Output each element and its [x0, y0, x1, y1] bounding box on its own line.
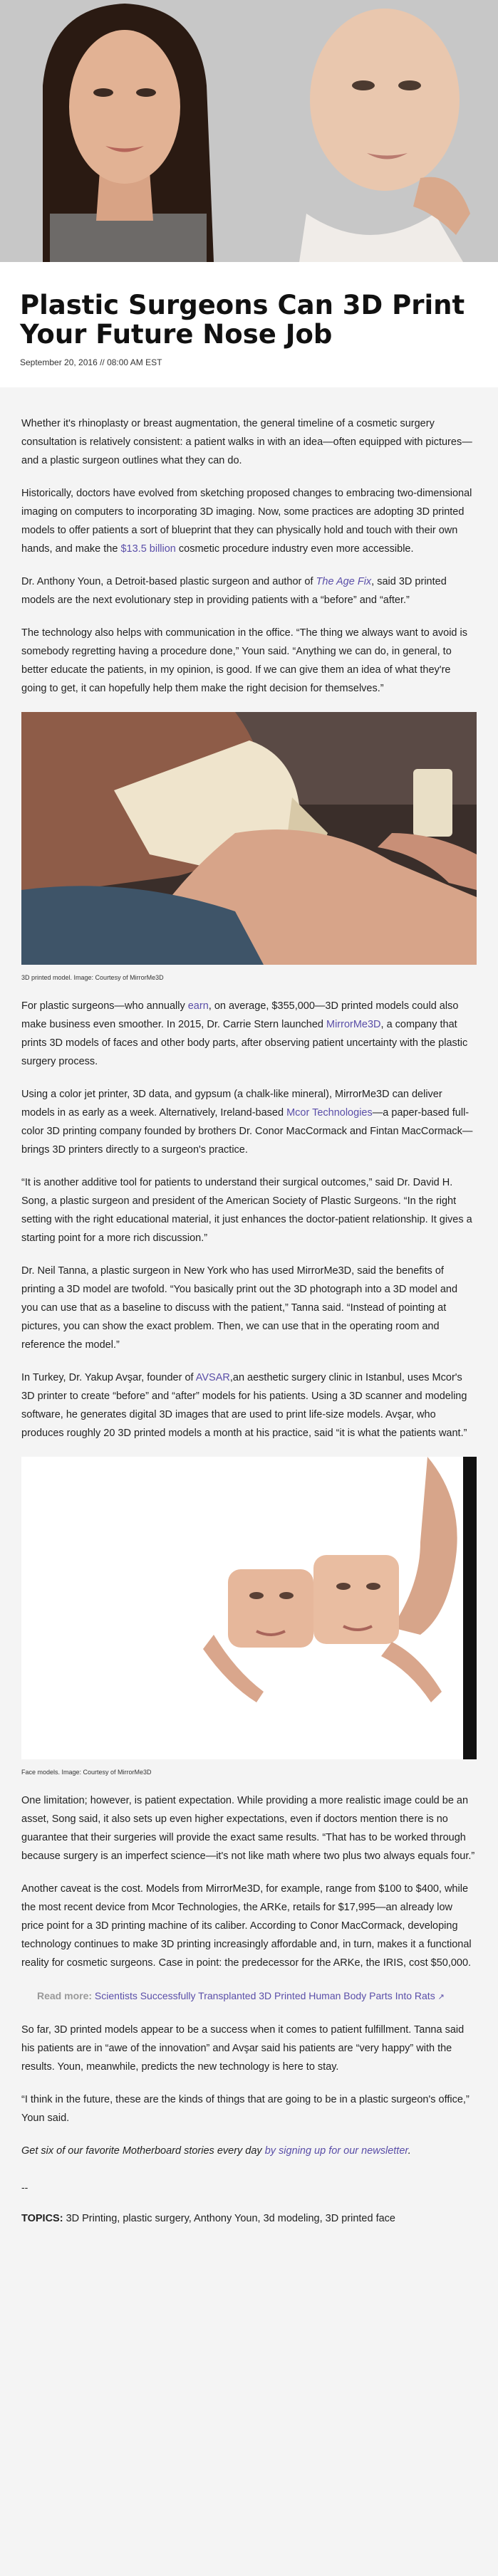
figure-caption: Face models. Image: Courtesy of MirrorMe3D [21, 1769, 152, 1776]
link-earn[interactable]: earn [187, 1000, 209, 1012]
paragraph-11: Another caveat is the cost. Models from MirrorMe3D, for example, range from $100 to $400, while the most recent device from Mcor Technologies, the ARKe, retails for $17,995—an already low price point for a 3D printing machine of its caliber. According to Conor MacCormack, developing technology continues to make 3D printing increasingly affordable and, in turn, makes it a functional reality for cosmetic surgeons. Case in point: the predecessor for the ARKe, the IRIS, cost $50,000. [21, 1883, 472, 1969]
newsletter-text: . [408, 2145, 411, 2157]
figure-caption: 3D printed model. Image: Courtesy of MirrorMe3D [21, 974, 164, 981]
paragraph-9 [21, 1368, 477, 1443]
paragraph-text: For plastic surgeons—who annually [21, 1000, 188, 1012]
paragraph-text: , on average, $355,000—3D printed models could also make business even smoother. In 2015, Dr. Carrie Stern launched [21, 1000, 459, 1030]
face-models-image [21, 1457, 477, 1759]
external-link-icon: ↗ [437, 1993, 445, 2001]
paragraph-text: cosmetic procedure industry even more accessible. [175, 543, 414, 555]
newsletter-promo [21, 2142, 477, 2160]
separator: -- [21, 2182, 28, 2193]
nose-model-image [21, 712, 477, 965]
newsletter-text: Get six of our favorite Motherboard stories every day [21, 2145, 265, 2157]
topics [21, 2210, 477, 2227]
paragraph-6 [21, 1085, 477, 1159]
figure-face-models [21, 1457, 477, 1763]
link-13-5-billion[interactable]: $13.5 billion [120, 543, 176, 555]
paragraph-13: “I think in the future, these are the kinds of things that are going to be in a plastic surgeon's office,” Youn said. [21, 2094, 470, 2124]
paragraph-text: —a paper-based full-color 3D printing company founded by brothers Dr. Conor MacCormack and Fintan MacCormack—brings 3D printers directly to a surgeon's practice. [21, 1107, 473, 1156]
read-more [21, 1986, 477, 2006]
paragraph-1: Whether it's rhinoplasty or breast augmentation, the general timeline of a cosmetic surgery consultation is relatively consistent: a patient walks in with an idea—often equipped with pictures—and a plastic surgeon outlines what they can do. [21, 418, 472, 466]
paragraph-10: One limitation; however, is patient expectation. While providing a more realistic image could be an asset, Song said, it also sets up even higher expectations, even if doctors mention there is no guarantee that their surgeries will provide the exact same results. “That has to be worked through because surgery is an imperfect science—it's not like math where two plus two always equals four.” [21, 1795, 475, 1862]
link-avsar[interactable]: AVSAR [195, 1372, 230, 1383]
paragraph-3 [21, 572, 477, 609]
paragraph-text: Historically, doctors have evolved from sketching proposed changes to embracing two-dimensional imaging on computers to incorporating 3D imaging. Now, some practices are adopting 3D printed models to offer patients a sort of blueprint that they can physically hold and touch with their own hands, and make the [21, 488, 472, 555]
topics-label: TOPICS: [21, 2213, 63, 2224]
newsletter-signup-link[interactable]: by signing up for our newsletter [264, 2145, 408, 2157]
article-title: Plastic Surgeons Can 3D Print Your Future Nose Job [20, 290, 465, 350]
paragraph-text: , a company that prints 3D models of faces and other body parts, after observing patient uncertainty with the plastic surgery process. [21, 1019, 468, 1067]
paragraph-4: The technology also helps with communication in the office. “The thing we always want to avoid is somebody regretting having a procedure done,” Youn said. “Anything we can do, in general, to better educate the patients, in my opinion, is good. If we can give them an idea of what they're going to get, it can hopefully help them make the right decision for themselves.” [21, 627, 467, 694]
link-mcor-technologies[interactable]: Mcor Technologies [286, 1107, 373, 1119]
read-more-label: Read more: [37, 1990, 93, 2001]
read-more-link[interactable]: Scientists Successfully Transplanted 3D Printed Human Body Parts Into Rats [94, 1990, 435, 2001]
paragraph-7: “It is another additive tool for patients to understand their surgical outcomes,” said Dr. David H. Song, a plastic surgeon and president of the American Society of Plastic Surgeons. “In the right setting with the right educational material, it just enhances the doctor-patient relationship. It gives a starting point for a more rich discussion.” [21, 1177, 472, 1244]
article-header [0, 262, 498, 387]
paragraph-8: Dr. Neil Tanna, a plastic surgeon in New York who has used MirrorMe3D, said the benefits of printing a 3D model are twofold. “You basically print out the 3D photograph into a 3D model and you can use that as a baseline to discuss with the patient,” Tanna said. “Instead of pointing at pictures, you can show the exact problem. Then, we can use that in the operating room and reference the model.” [21, 1265, 458, 1351]
paragraph-text: Using a color jet printer, 3D data, and gypsum (a chalk-like mineral), MirrorMe3D can deliver models in as early as a week. Alternatively, Ireland-based [21, 1089, 442, 1119]
hero-image [0, 0, 498, 262]
paragraph-text: ,an aesthetic surgery clinic in Istanbul, uses Mcor's 3D printer to create “before” and “after” models for his patients. Using a 3D scanner and modeling software, he generates digital 3D images that are used to print life-size models. Avşar, who produces roughly 20 3D printed models a month at his practice, said “it is what the patients want.” [21, 1372, 467, 1439]
paragraph-5 [21, 997, 477, 1071]
figure-3d-printed-model [21, 712, 477, 968]
link-the-age-fix[interactable]: The Age Fix [316, 576, 372, 587]
link-mirrorme3d[interactable]: MirrorMe3D [326, 1019, 381, 1030]
article-body [0, 387, 498, 2227]
paragraph-text: In Turkey, Dr. Yakup Avşar, founder of [21, 1372, 196, 1383]
paragraph-2 [21, 484, 477, 558]
article-date: September 20, 2016 // 08:00 AM EST [20, 357, 162, 367]
paragraph-12: So far, 3D printed models appear to be a success when it comes to patient fulfillment. Tanna said his patients are in “awe of the innovation” and Avşar said his patients are “very happy” with the results. Youn, meanwhile, predicts the new technology is here to stay. [21, 2024, 465, 2073]
paragraph-text: , said 3D printed models are the next evolutionary step in providing patients with a “before” and “after.” [21, 576, 447, 606]
topics-list[interactable]: 3D Printing, plastic surgery, Anthony Youn, 3d modeling, 3D printed face [63, 2213, 395, 2224]
paragraph-text: Dr. Anthony Youn, a Detroit-based plastic surgeon and author of [21, 576, 316, 587]
